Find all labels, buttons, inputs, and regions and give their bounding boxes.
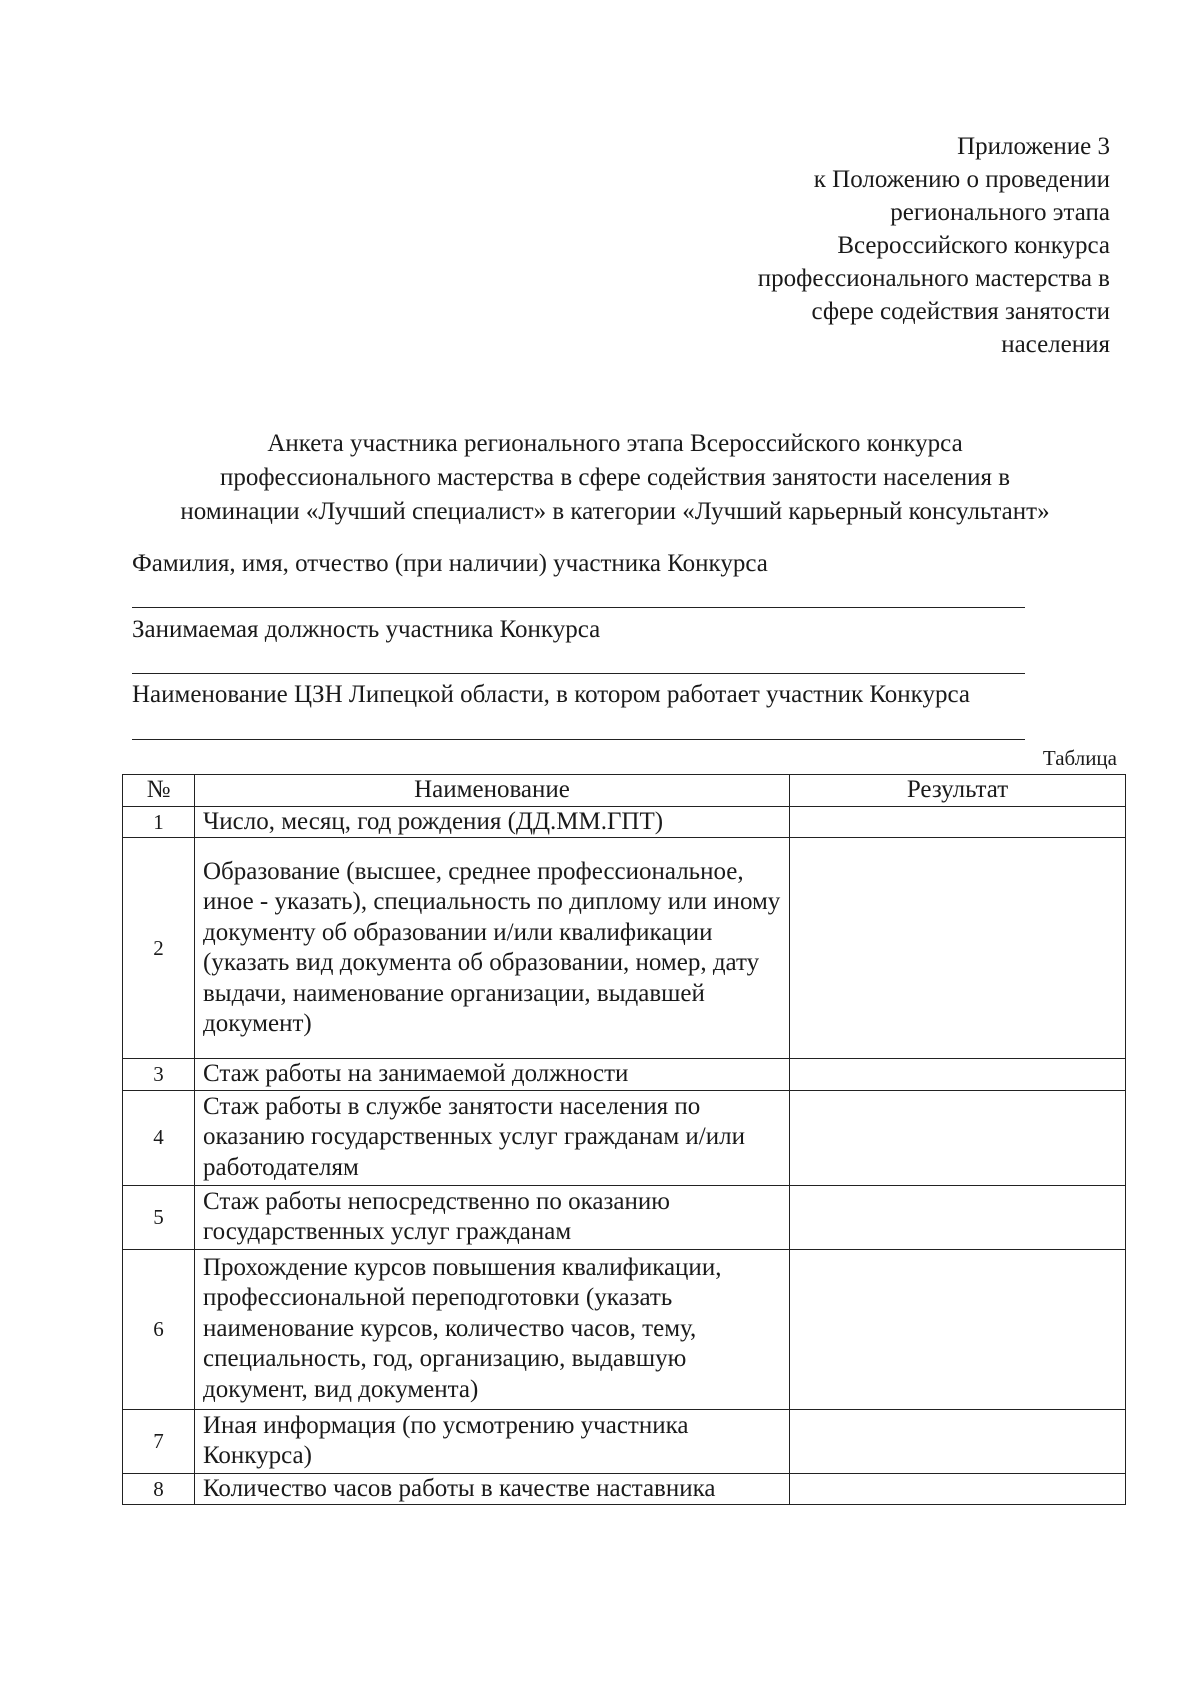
questionnaire-table	[122, 774, 1126, 1505]
row-result-cell[interactable]	[790, 838, 1126, 1059]
title-line: номинации «Лучший специалист» в категории «Лучший карьерный консультант»	[180, 498, 1050, 525]
row-result-cell[interactable]	[790, 1249, 1126, 1409]
field-label-position: Занимаемая должность участника Конкурса	[132, 616, 601, 643]
table-header-row	[123, 775, 1126, 807]
field-label-full-name: Фамилия, имя, отчество (при наличии) участника Конкурса	[132, 550, 768, 577]
row-number: 2	[123, 838, 195, 1059]
appendix-line: сфере содействия занятости	[811, 298, 1110, 325]
row-name: Стаж работы на занимаемой должности	[195, 1059, 790, 1091]
header-number: №	[123, 775, 195, 807]
row-number: 4	[123, 1090, 195, 1185]
row-name: Образование (высшее, среднее профессиональное, иное - указать), специальность по диплому или иному документу об образовании и/или квалификации (указать вид документа об образовании, номер, дату выдачи, наименование организации, выдавшей документ)	[195, 838, 790, 1059]
row-result-cell[interactable]	[790, 1473, 1126, 1505]
row-number: 5	[123, 1185, 195, 1249]
row-number: 3	[123, 1059, 195, 1091]
employment-center-input-line[interactable]	[132, 739, 1025, 740]
header-name: Наименование	[195, 775, 790, 807]
row-result-cell[interactable]	[790, 1090, 1126, 1185]
table-row	[123, 1185, 1126, 1249]
header-result: Результат	[790, 775, 1126, 807]
title-line: Анкета участника регионального этапа Всероссийского конкурса	[267, 430, 963, 457]
full-name-input-line[interactable]	[132, 607, 1025, 608]
table-row	[123, 1090, 1126, 1185]
appendix-heading	[690, 130, 1110, 361]
field-label-employment-center: Наименование ЦЗН Липецкой области, в котором работает участник Конкурса	[132, 681, 970, 708]
row-name: Иная информация (по усмотрению участника Конкурса)	[195, 1409, 790, 1473]
row-name: Стаж работы непосредственно по оказанию государственных услуг гражданам	[195, 1185, 790, 1249]
row-name: Количество часов работы в качестве наставника	[195, 1473, 790, 1505]
appendix-line: регионального этапа	[890, 199, 1110, 226]
appendix-line: Приложение 3	[957, 133, 1110, 160]
row-name: Число, месяц, год рождения (ДД.ММ.ГПТ)	[195, 806, 790, 838]
table-row	[123, 1249, 1126, 1409]
appendix-line: профессионального мастерства в	[757, 265, 1110, 292]
table-row	[123, 1409, 1126, 1473]
row-result-cell[interactable]	[790, 1409, 1126, 1473]
table-row	[123, 838, 1126, 1059]
appendix-line: к Положению о проведении	[813, 166, 1110, 193]
row-number: 8	[123, 1473, 195, 1505]
table-caption: Таблица	[1042, 746, 1117, 770]
row-result-cell[interactable]	[790, 1059, 1126, 1091]
row-result-cell[interactable]	[790, 806, 1126, 838]
row-name: Стаж работы в службе занятости населения по оказанию государственных услуг гражданам и/или работодателям	[195, 1090, 790, 1185]
table-row	[123, 806, 1126, 838]
row-number: 1	[123, 806, 195, 838]
title-line: профессионального мастерства в сфере содействия занятости населения в	[219, 464, 1011, 491]
row-result-cell[interactable]	[790, 1185, 1126, 1249]
row-number: 6	[123, 1249, 195, 1409]
row-number: 7	[123, 1409, 195, 1473]
row-name: Прохождение курсов повышения квалификации, профессиональной переподготовки (указать наименование курсов, количество часов, тему, специальность, год, организацию, выдавшую документ, вид документа)	[195, 1249, 790, 1409]
appendix-line: населения	[1001, 331, 1110, 358]
form-title	[120, 427, 1110, 529]
table-row	[123, 1473, 1126, 1505]
table-row	[123, 1059, 1126, 1091]
appendix-line: Всероссийского конкурса	[837, 232, 1110, 259]
position-input-line[interactable]	[132, 673, 1025, 674]
